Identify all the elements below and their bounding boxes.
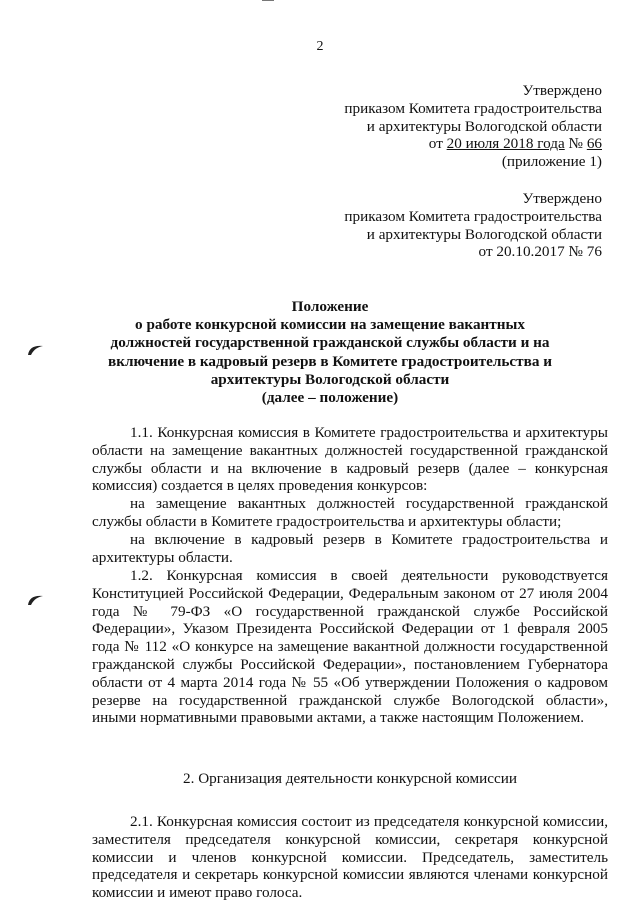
approval-committee: и архитектуры Вологодской области (366, 225, 602, 243)
approval-block-current (344, 82, 602, 171)
section-2-heading: 2. Организация деятельности конкурсной комиссии (183, 770, 517, 787)
title-line: (далее – положение) (261, 389, 399, 407)
paragraph-1-1-item-b: на включение в кадровый резерв в Комитете градостроительства и архитектуры области. (92, 530, 608, 566)
approval-number: 66 (586, 135, 602, 153)
approval-number-sign: № (564, 135, 587, 153)
approval-order: приказом Комитета градостроительства (344, 207, 602, 225)
document-title (80, 298, 580, 407)
approval-committee: и архитектуры Вологодской области (366, 117, 602, 135)
paragraph-1-1: 1.1. Конкурсная комиссия в Комитете градостроительства и архитектуры области на замещение вакантных должностей государственной гражданской службы области и на включение в кадровый резерв (далее – конкурсная комиссия) создается в целях проведения конкурсов: (92, 424, 608, 495)
approval-order: приказом Комитета градостроительства (344, 99, 602, 117)
title-line: о работе конкурсной комиссии на замещение вакантных (135, 316, 525, 334)
approval-date: 20 июля 2018 года (446, 135, 565, 153)
section-1-text-cont (92, 567, 608, 727)
scan-mark (262, 0, 274, 1)
punch-hole-mark-icon (26, 343, 46, 357)
paragraph-1-1-item-a: на замещение вакантных должностей государственной гражданской службы области в Комитете градостроительства и архитектуры области; (92, 495, 608, 530)
approval-label: Утверждено (522, 190, 602, 207)
approval-label: Утверждено (522, 82, 602, 99)
title-line: архитектуры Вологодской области (210, 370, 450, 388)
title-line: включение в кадровый резерв в Комитете градостроительства и (108, 352, 552, 370)
approval-date-prefix: от (428, 135, 447, 153)
paragraph-1-2: 1.2. Конкурсная комиссия в своей деятельности руководствуется Конституцией Российской Федерации, Федеральным законом от 27 июля 2004 года № 79-ФЗ «О государственной гражданской службе Российской Федерации», Указом Президента Российской Федерации от 1 февраля 2005 года № 112 «О конкурсе на замещение вакантной должности государственной гражданской службы Российской Федерации», постановлением Губернатора области от 4 марта 2014 года № 55 «Об утверждении Положения о кадровом резерве на государственной гражданской службе Вологодской области», иными нормативными правовыми актами, а также настоящим Положением. (92, 567, 608, 727)
approval-block-original (344, 190, 602, 261)
approval-date-line: от 20.10.2017 № 76 (478, 243, 602, 261)
approval-appendix: (приложение 1) (501, 153, 602, 171)
approval-date-line (344, 135, 602, 153)
section-2-text (92, 813, 608, 902)
section-1-text (92, 424, 608, 566)
page-number: 2 (316, 39, 324, 54)
title-line: должностей государственной гражданской службы области и на (110, 334, 550, 352)
punch-hole-mark-icon (26, 593, 46, 607)
paragraph-2-1: 2.1. Конкурсная комиссия состоит из председателя конкурсной комиссии, заместителя председателя конкурсной комиссии, секретаря конкурсной комиссии и членов конкурсной комиссии. Председатель, заместитель председателя и секретарь конкурсной комиссии являются членами конкурсной комиссии и имеют право голоса. (92, 813, 608, 902)
title-line: Положение (291, 298, 369, 315)
